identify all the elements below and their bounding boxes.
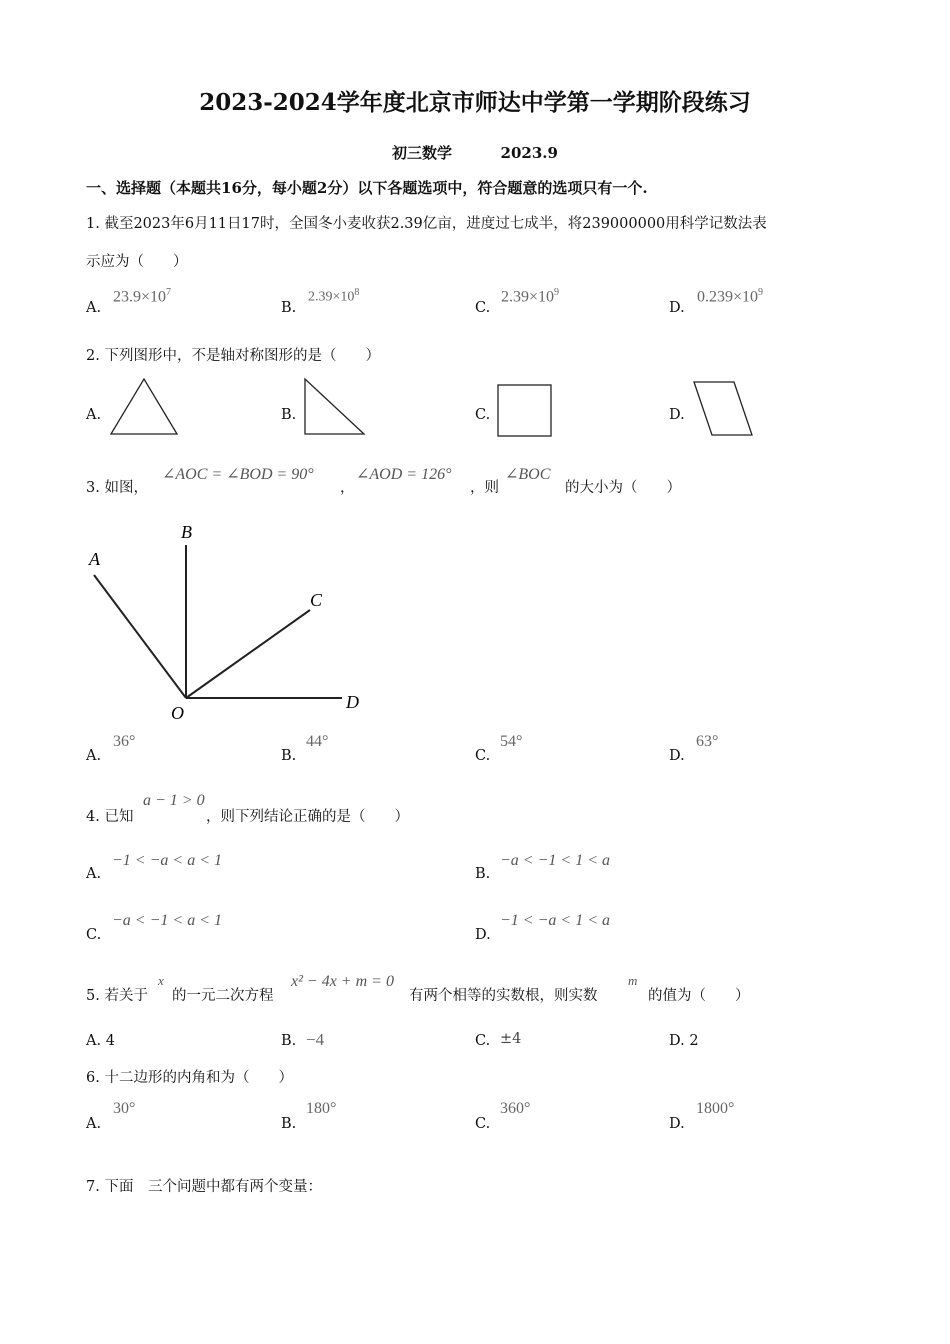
q3-option-a[interactable]: A.: [86, 748, 102, 764]
q1-stem-line2: 示应为（ ）: [86, 254, 188, 270]
q1-option-b[interactable]: B.: [281, 300, 297, 316]
q4-option-a-value: −1 < −a < a < 1: [112, 852, 222, 869]
q5-option-c[interactable]: C.: [475, 1033, 491, 1049]
page-title: 2023-2024学年度北京市师达中学第一学期阶段练习: [199, 89, 751, 116]
ray-oa: [94, 575, 186, 698]
q3-stem-mid: ，则: [470, 480, 499, 496]
ray-oc: [186, 610, 310, 698]
q2-option-c[interactable]: C.: [475, 407, 491, 423]
q6-option-b[interactable]: B.: [281, 1116, 297, 1132]
q5-stem-mid1: 的一元二次方程: [172, 988, 274, 1004]
q2-stem: 2. 下列图形中，不是轴对称图形的是（ ）: [86, 348, 380, 364]
q6-option-a-value: 30°: [113, 1100, 136, 1117]
q1-stem-line1: 1. 截至2023年6月11日17时，全国冬小麦收获2.39亿亩，进度过七成半，将239000000用科学记数法表: [86, 216, 767, 232]
q6-option-d[interactable]: D.: [669, 1116, 685, 1132]
label-b: B: [181, 522, 192, 542]
q1-option-a[interactable]: A.: [86, 300, 102, 316]
q4-option-d[interactable]: D.: [475, 927, 491, 943]
q3-option-c[interactable]: C.: [475, 748, 491, 764]
q3-stem-prefix: 3. 如图，: [86, 480, 148, 496]
square-shape: [496, 383, 554, 439]
q4-option-b[interactable]: B.: [475, 866, 491, 882]
q6-option-b-value: 180°: [306, 1100, 337, 1117]
q5-stem-prefix: 5. 若关于: [86, 988, 148, 1004]
q6-option-c[interactable]: C.: [475, 1116, 491, 1132]
q3-angle-figure: [80, 515, 380, 730]
q2-option-d[interactable]: D.: [669, 407, 685, 423]
label-o: O: [171, 703, 184, 723]
label-a: A: [89, 549, 100, 569]
q4-option-d-value: −1 < −a < 1 < a: [500, 912, 610, 929]
subject-label: 初三数学: [392, 144, 453, 162]
q3-option-b-value: 44°: [306, 733, 329, 750]
q6-option-d-value: 1800°: [696, 1100, 735, 1117]
q5-option-b[interactable]: B.: [281, 1033, 297, 1049]
q5-option-b-value: −4: [306, 1030, 325, 1049]
q1-option-b-value: $2.39\times 10^8$: [308, 287, 360, 305]
q4-condition: a − 1 > 0: [143, 792, 205, 809]
parallelogram-shape: [692, 379, 756, 439]
q1-option-a-value: $23.9\times 10^7$: [113, 287, 172, 306]
q5-stem-mid2: 有两个相等的实数根，则实数: [409, 988, 598, 1004]
page-subtitle: [0, 142, 950, 163]
q4-stem-suffix: ，则下列结论正确的是（ ）: [206, 809, 409, 825]
q4-option-b-value: −a < −1 < 1 < a: [500, 852, 610, 869]
q1-option-c-value: $2.39\times 10^9$: [501, 287, 560, 306]
q5-option-a-value: 4: [105, 1033, 115, 1049]
q1-option-d-value: $0.239\times 10^9$: [697, 287, 764, 306]
equilateral-triangle-shape: [108, 376, 180, 438]
q3-option-c-value: 54°: [500, 733, 523, 750]
q3-separator: ，: [340, 480, 355, 496]
q2-option-a[interactable]: A.: [86, 407, 102, 423]
q5-stem-suffix: 的值为（ ）: [648, 988, 750, 1004]
q4-option-a[interactable]: A.: [86, 866, 102, 882]
section-heading: 一、选择题（本题共16分，每小题2分）以下各题选项中，符合题意的选项只有一个.: [86, 179, 648, 197]
q5-variable-m: m: [628, 973, 638, 988]
q3-condition-2: ∠AOD = 126°: [356, 466, 452, 483]
label-c: C: [310, 590, 323, 610]
q6-stem: 6. 十二边形的内角和为（ ）: [86, 1070, 293, 1086]
q3-condition-1: ∠AOC = ∠BOD = 90°: [162, 466, 314, 483]
q5-option-d-value: 2: [689, 1033, 699, 1049]
q5-equation: x² − 4x + m = 0: [291, 973, 394, 990]
q2-option-b[interactable]: B.: [281, 407, 297, 423]
q4-option-c[interactable]: C.: [86, 927, 102, 943]
exam-date: 2023.9: [500, 144, 558, 162]
q5-option-d[interactable]: D. 2: [669, 1033, 699, 1049]
q6-option-c-value: 360°: [500, 1100, 531, 1117]
right-triangle-shape: [302, 376, 368, 438]
q3-option-b[interactable]: B.: [281, 748, 297, 764]
q5-variable-x: x: [158, 973, 164, 988]
q5-option-a[interactable]: A. 4: [86, 1033, 115, 1049]
q3-target-angle: ∠BOC: [505, 466, 551, 483]
q4-option-c-value: −a < −1 < a < 1: [112, 912, 222, 929]
q7-stem: 7. 下面 三个问题中都有两个变量：: [86, 1179, 322, 1195]
q1-option-d[interactable]: D.: [669, 300, 685, 316]
q3-option-a-value: 36°: [113, 733, 136, 750]
q6-option-a[interactable]: A.: [86, 1116, 102, 1132]
q5-option-c-value: ±4: [500, 1031, 522, 1047]
q3-option-d[interactable]: D.: [669, 748, 685, 764]
q3-option-d-value: 63°: [696, 733, 719, 750]
q1-option-c[interactable]: C.: [475, 300, 491, 316]
q3-stem-suffix: 的大小为（ ）: [565, 480, 681, 496]
label-d: D: [346, 692, 359, 712]
q4-stem-prefix: 4. 已知: [86, 809, 134, 825]
